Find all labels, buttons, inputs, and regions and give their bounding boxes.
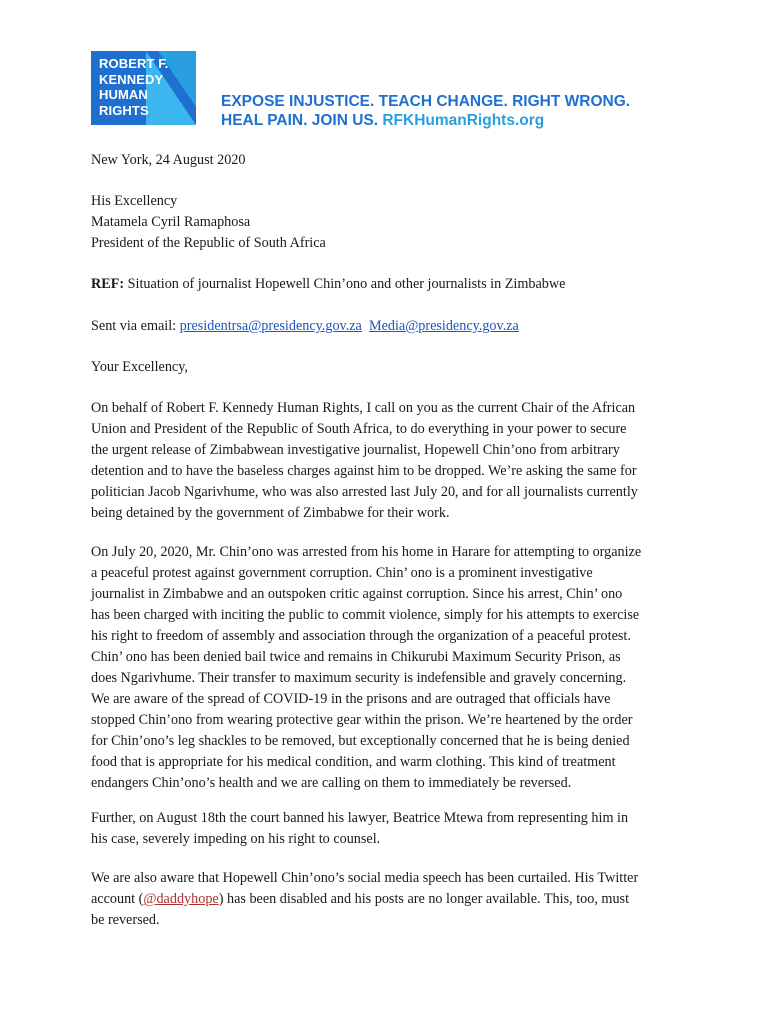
rfk-logo — [91, 51, 196, 125]
paragraph-line: On behalf of Robert F. Kennedy Human Rights, I call on you as the current Chair of the African — [91, 400, 636, 416]
addressee-line: President of the Republic of South Africa — [91, 235, 326, 251]
paragraph-line: his right to freedom of assembly and association through the organization of a peaceful protest. — [91, 628, 631, 644]
paragraph-line: stopped Chin’ono from wearing protective gear within the prison. We’re heartened by the order — [91, 712, 633, 728]
paragraph-line: the urgent release of Zimbabwean investigative journalist, Hopewell Chin’ono from arbitrary — [91, 442, 620, 458]
paragraph-line: food that is appropriate for his medical condition, and warm clothing. This kind of treatment — [91, 754, 616, 770]
paragraph-line: Chin’ ono has been denied bail twice and remains in Chikurubi Maximum Security Prison, as — [91, 649, 621, 665]
paragraph-line: for Chin’ono’s leg shackles to be removed, but exceptionally concerned that he is being denied — [91, 733, 630, 749]
paragraph-line: does Ngarivhume. Their transfer to maximum security is indefensible and gravely concerning. — [91, 670, 627, 686]
paragraph-line: Union and President of the Republic of South Africa, to do everything in your power to secure — [91, 421, 627, 437]
salutation: Your Excellency, — [91, 359, 188, 375]
ref-line — [91, 274, 691, 295]
paragraph-line: has been charged with inciting the public to commit violence, simply for his attempts to exercise — [91, 607, 640, 623]
logo-line: ROBERT F. — [99, 56, 169, 71]
paragraph-line: politician Jacob Ngarivhume, who was also arrested last July 20, and for all journalists currently — [91, 484, 638, 500]
paragraph-line: a peaceful protest against government corruption. Chin’ ono is a prominent investigative — [91, 565, 593, 581]
logo-line: HUMAN — [99, 87, 148, 102]
tagline-line-1: EXPOSE INJUSTICE. TEACH CHANGE. RIGHT WRONG. — [221, 93, 631, 110]
tagline-url-link[interactable]: RFKHumanRights.org — [382, 112, 545, 129]
para4-suffix: ) has been disabled and his posts are no longer available. This, too, must — [218, 891, 630, 907]
paragraph-line: We are aware of the spread of COVID-19 in the prisons and are outraged that officials have — [91, 691, 611, 707]
paragraph-line — [91, 889, 691, 910]
paragraph-line: We are also aware that Hopewell Chin’ono’s social media speech has been curtailed. His Twitter — [91, 870, 639, 886]
sent-via-line — [91, 316, 691, 337]
paragraph-line: On July 20, 2020, Mr. Chin’ono was arrested from his home in Harare for attempting to organize — [91, 544, 642, 560]
logo-line: KENNEDY — [99, 71, 164, 87]
paragraph-line: his case, severely impeding on his right to counsel. — [91, 831, 381, 847]
addressee-line: His Excellency — [91, 193, 178, 209]
tagline-line-2 — [221, 111, 630, 130]
paragraph-line: detention and to have the baseless charges against him to be dropped. We’re asking the same for — [91, 463, 637, 479]
sent-via-label: Sent via email: — [91, 318, 180, 334]
paragraph-2 — [91, 542, 691, 794]
paragraph-line: being detained by the government of Zimbabwe for their work. — [91, 505, 450, 521]
paragraph-4 — [91, 868, 691, 931]
date-line: New York, 24 August 2020 — [91, 152, 246, 168]
tagline-line-2-prefix: HEAL PAIN. JOIN US. — [221, 112, 383, 129]
paragraph-line: endangers Chin’ono’s health and we are calling on them to immediately be reversed. — [91, 775, 572, 791]
email-link-media[interactable]: Media@presidency.gov.za — [368, 318, 519, 334]
ref-label: REF: — [91, 276, 125, 292]
paragraph-3 — [91, 808, 691, 850]
paragraph-1 — [91, 398, 691, 524]
paragraph-line: journalist in Zimbabwe and an outspoken critic against corruption. Since his arrest, Chin’ ono — [91, 586, 623, 602]
paragraph-line: be reversed. — [91, 912, 160, 928]
paragraph-line: Further, on August 18th the court banned his lawyer, Beatrice Mtewa from representing him in — [91, 810, 629, 826]
para4-prefix: account ( — [91, 891, 144, 907]
logo-line: RIGHTS — [99, 102, 149, 118]
logo-text — [99, 56, 169, 118]
tagline — [221, 92, 630, 130]
ref-text: Situation of journalist Hopewell Chin’ono and other journalists in Zimbabwe — [124, 276, 566, 292]
addressee-line: Matamela Cyril Ramaphosa — [91, 214, 251, 230]
twitter-handle-link[interactable]: @daddyhope — [143, 891, 219, 907]
email-link-presidentrsa[interactable]: presidentrsa@presidency.gov.za — [179, 318, 362, 334]
addressee-block — [91, 191, 691, 254]
